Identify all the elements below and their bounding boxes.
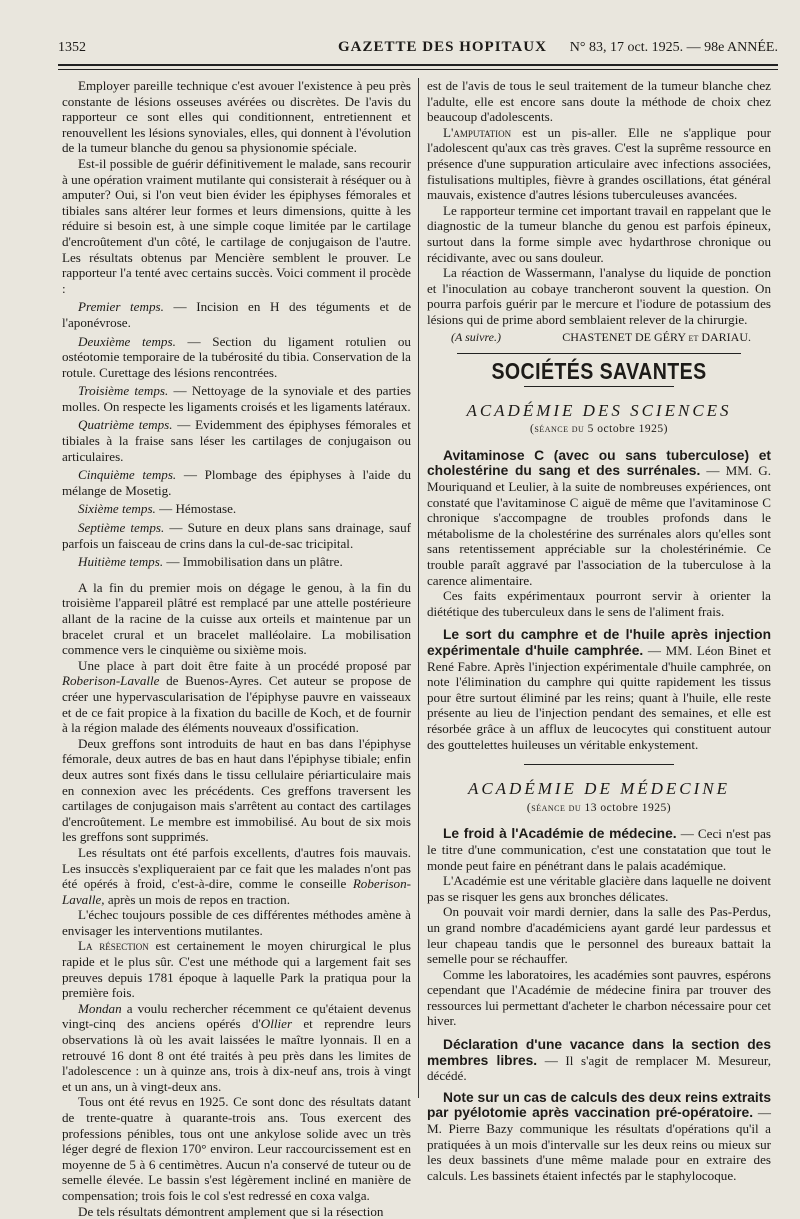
step-text: — Suture en deux plans sans drainage, sauf parfois un faisceau de crins dans la cul-de-sac tricipital. xyxy=(62,520,411,551)
section-rule xyxy=(457,353,741,354)
lead-term: La résection xyxy=(78,938,149,954)
communication-title: Note sur un cas de calculs des deux reins extraits par pyélotomie après vaccination pré-opératoire. xyxy=(427,1089,771,1121)
paragraph: Une place à part doit être faite à un procédé proposé par Roberison-Lavalle de Buenos-Ayres. Cet auteur se propose de créer une hypervascularisation de l'épiphyse pauvre en vaisseaux et de ce fait propice à la fixation du bacille de Koch, et de fournir à la région malade des éléments nouveaux d'ossification. xyxy=(62,657,411,736)
author-name: Roberison-Lavalle xyxy=(62,673,160,689)
header-rule-thin xyxy=(58,69,778,70)
page-number: 1352 xyxy=(58,40,86,55)
step-label: Septième temps. xyxy=(78,520,165,536)
step-5 xyxy=(62,467,411,498)
paragraph: On pouvait voir mardi dernier, dans la salle des Pas-Perdus, un grand nombre d'académiciens ayant gardé leur pardessus et leur chapeau tandis que le personnel des bureaux battait la semelle pour se réchauffer. xyxy=(427,904,771,967)
step-text: — Evidemment des épiphyses fémorales et tibiales à la fraise sans léser les cartilages de conjugaison ou articulaires. xyxy=(62,417,411,464)
author-name: Ollier xyxy=(260,1016,293,1032)
step-8 xyxy=(62,554,411,570)
step-label: Quatrième temps. xyxy=(78,417,173,433)
communication: Le sort du camphre et de l'huile après injection expérimentale d'huile camphrée. — MM. Léon Binet et René Fabre. Après l'injection expérimentale d'huile camphrée, on note l'élimination du camphre qui quitte rapidement les tissus pour être surtout éliminé par les reins; quant à l'huile, elle reste présente au lieu de l'injection pendant des semaines, et elle est résorbée grâce à un afflux de leucocytes qui constituent autour des gouttelettes huileuses un véritable enkystement. xyxy=(427,627,772,752)
paragraph: Est-il possible de guérir définitivement le malade, sans recourir à une opération vraiment mutilante qui consisterait à réséquer ou à amputer? Oui, si l'on veut bien évider les épiphyses fémorales et tibiales sans altérer leur formes et leurs dimensions, quitte à les réduire si besoin est, à une simple coque limitée par le cartilage d'encroûtement d'un côté, le cartilage de conjugaison de l'autre. Les résultats obtenus par Mencière semblent le prouver. Le rapporteur l'a tenté avec certains succès. Voici comment il procède : xyxy=(62,155,411,296)
step-text: — Section du ligament rotulien ou ostéotomie temporaire de la tubérosité du tibia. Conservation de la rotule. Curettage des lésions rencontrées. xyxy=(62,333,411,380)
step-text: — Incision en H des téguments et de l'aponévrose. xyxy=(62,299,412,330)
paragraph: Comme les laboratoires, les académies sont pauvres, espérons cependant que l'Académie de médecine finira par trouver des ressources lui permettant d'acheter le charbon nécessaire pour cet hiver. xyxy=(427,966,771,1029)
communication: Le froid à l'Académie de médecine. — Ceci n'est pas le titre d'une communication, c'est une constatation que tout le monde peut faire en pénétrant dans le palais académique. xyxy=(427,826,771,873)
step-1 xyxy=(62,299,411,330)
section-title: SOCIÉTÉS SAVANTES xyxy=(491,358,707,385)
paragraph: De tels résultats démontrent amplement que si la résection xyxy=(78,1203,384,1219)
step-label: Troisième temps. xyxy=(78,383,169,399)
step-2 xyxy=(62,334,411,381)
to-be-continued: (A suivre.) xyxy=(451,329,501,344)
article-authors: CHASTENET DE GÉRY et DARIAU. xyxy=(562,329,751,344)
step-4 xyxy=(62,417,411,464)
step-label: Huitième temps. xyxy=(78,554,164,570)
step-text: — Nettoyage de la synoviale et des parties molles. On respecte les ligaments croisés et les ligaments latéraux. xyxy=(62,383,411,414)
step-3 xyxy=(62,383,411,414)
author-name: Roberison-Lavalle xyxy=(62,876,411,907)
step-label: Deuxième temps. xyxy=(78,333,176,349)
column-divider xyxy=(418,78,419,1098)
academy-heading: ACADÉMIE DES SCIENCES xyxy=(466,400,732,420)
paragraph: Employer pareille technique c'est avouer l'existence à peu près constante de lésions osseuses avérées ou discrètes. De l'avis du rapporteur ce sont elles qui conditionnent, entretiennent et renouvellent les lésions synoviales, elles, qui donnent à l'évolution de la tumeur blanche du genou sa physionomie spéciale. xyxy=(62,78,411,156)
author-name: Mondan xyxy=(78,1000,122,1016)
paragraph: Ces faits expérimentaux pourront servir à orienter la diététique des tuberculeux dans le sens de l'aliment frais. xyxy=(427,588,771,619)
signature-line xyxy=(427,330,771,346)
right-column xyxy=(427,78,771,1183)
left-column xyxy=(62,78,411,1219)
section-rule-short xyxy=(524,764,674,765)
issue-info: N° 83, 17 oct. 1925. — 98e ANNÉE. xyxy=(569,40,778,55)
session-date: (séance du 5 octobre 1925) xyxy=(530,423,668,436)
lead-term: L'amputation xyxy=(443,124,512,140)
communication-authors: — M. Pierre Bazy xyxy=(427,1105,771,1137)
communication: Note sur un cas de calculs des deux reins extraits par pyélotomie après vaccination pré-opératoire. — M. Pierre Bazy communique les résultats d'opérations qu'il a pratiquées à un mois d'intervalle sur les deux reins ou mieux sur les deux bassinets d'une même malade pour en extraire des calculs. Les bassinets étaient infectés par le staphylocoque. xyxy=(427,1089,771,1183)
paragraph: Tous ont été revus en 1925. Ce sont donc des résultats datant de trente-quatre à quarante-trois ans. Tous exercent des professions pénibles, tous ont une ankylose solide avec un très léger degré de flexion 170° environ. Leur raccourcissement est en moyenne de 5 à 6 centimètres. Aucun n'a conservé de tuteur ou de semelle élevée. Le bassin s'est légèrement incliné en manière de compensation; trois fois le col s'est redressé en coxa valga. xyxy=(62,1094,411,1203)
step-label: Cinquième temps. xyxy=(78,467,177,483)
step-text: — Plombage des épiphyses à l'aide du mélange de Mosetig. xyxy=(62,467,411,498)
step-7 xyxy=(62,520,411,551)
paragraph: est de l'avis de tous le seul traitement de la tumeur blanche chez l'adulte, elle est encore sans doute la méthode de choix chez beaucoup d'adolescents. xyxy=(427,78,771,125)
paragraph: Deux greffons sont introduits de haut en bas dans l'épiphyse fémorale, deux autres de bas en haut dans l'épiphyse tibiale; enfin deux autres sont fixés dans le tissu cellulaire périarticulaire mais en connexion avec les précédents. Ces greffons traversent les cartilages de conjugaison mais s'arrêtent au contact des cartilages d'encroûtement. Le membre est immobilisé. Au bout de six mois les greffons sont supprimés. xyxy=(62,735,411,845)
communication-title: Le sort du camphre et de l'huile après injection expérimentale d'huile camphrée. xyxy=(427,627,771,658)
paragraph: L'Académie est une véritable glacière dans laquelle ne doivent pas se risquer les gens aux bronches délicates. xyxy=(427,873,771,904)
communication-authors: — MM. Léon Binet et René Fabre. xyxy=(427,643,771,674)
communication-title: Avitaminose C (avec ou sans tuberculose) et cholestérine du sang et des surrénales. xyxy=(427,447,771,479)
paragraph: L'échec toujours possible de ces différentes méthodes amène à envisager les interventions mutilantes. xyxy=(62,907,411,938)
paragraph: A la fin du premier mois on dégage le genou, à la fin du troisième l'appareil plâtré est remplacé par une attelle postérieure allant de la racine de la cuisse aux orteils et maintenue par un bracelet crural et un bracelet malléolaire. La mobilisation commence vers le cinquième ou sixième mois. xyxy=(62,579,411,658)
communication: Déclaration d'une vacance dans la section des membres libres. — Il s'agit de remplacer M. Mesureur, décédé. xyxy=(427,1037,772,1084)
paragraph: La résection est certainement le moyen chirurgical le plus rapide et le plus sûr. C'est une méthode qui a largement fait ses preuves depuis 1781 époque à laquelle Park la pratiqua pour la première fois. xyxy=(62,938,411,1001)
paragraph: Le rapporteur termine cet important travail en rappelant que le diagnostic de la tumeur blanche du genou est parfois épineux, surtout dans la forme simple avec hydarthrose chronique ou récidivante, avec ou sans douleur. xyxy=(427,202,771,265)
paragraph: Les résultats ont été parfois excellents, d'autres fois mauvais. Les insuccès s'expliqueraient par ce fait que les malades n'ont pas été opérés à froid, c'est-à-dire, comme le conseille Roberison-Lavalle, après un mois de repos en traction. xyxy=(62,844,411,907)
paragraph: La réaction de Wassermann, l'analyse du liquide de ponction et l'inoculation au cobaye trancheront souvent la question. On pourra parfois guérir par le mercure et l'iodure de potassium des lésions qui de prime abord semblaient relever de la chirurgie. xyxy=(427,265,771,327)
journal-title: GAZETTE DES HOPITAUX xyxy=(338,39,547,55)
step-text: — Hémostase. xyxy=(155,501,237,517)
paragraph: L'amputation est un pis-aller. Elle ne s'applique pour l'adolescent qu'aux cas très graves. C'est la suprême ressource en présence d'une suppuration articulaire avec infections associées, fistulisations multiples, fièvre à grandes oscillations, état général mauvais, existence d'autres lésions tuberculeuses avancées. xyxy=(427,124,771,203)
step-6 xyxy=(62,501,411,517)
running-header xyxy=(58,36,778,62)
communication-title: Le froid à l'Académie de médecine. xyxy=(443,826,677,842)
step-label: Premier temps. xyxy=(78,299,164,315)
communication-title: Déclaration d'une vacance dans la section des membres libres. xyxy=(427,1037,771,1068)
section-rule-short xyxy=(524,386,674,387)
step-text: — Immobilisation dans un plâtre. xyxy=(163,554,343,570)
step-label: Sixième temps. xyxy=(78,501,156,517)
communication: Avitaminose C (avec ou sans tuberculose) et cholestérine du sang et des surrénales. — MM. G. Mouriquand et Leulier, à la suite de nombreuses expériences, ont constaté que l'avitaminose C aiguë de même que l'avitaminose C chronique s'accompagne de troubles profonds dans le métabolisme de la cholestérine des surrénales alors qu'elles sont sans retentissement appréciable sur la cholestérinémie. Ce trouble paraît aggravé par l'association de la tuberculose à la carence alimentaire. xyxy=(427,447,771,588)
paragraph: Mondan a voulu rechercher récemment ce qu'étaient devenus vingt-cinq des anciens opérés d'Ollier et reprendre leurs observations là où les avait laissées le maître lyonnais. Il en a retrouvé 16 dont 8 ont été traités à peu près dans les limites de l'adolescence : un à quinze ans, trois à dix-neuf ans, trois à vingt et un ans, un à vingt-deux ans. xyxy=(62,1000,411,1094)
communication-authors: — MM. G. Mouriquand et Leulier, xyxy=(427,463,771,495)
academy-heading: ACADÉMIE DE MÉDECINE xyxy=(467,779,731,799)
session-date: (séance du 13 octobre 1925) xyxy=(526,801,672,814)
header-rule xyxy=(58,64,778,66)
